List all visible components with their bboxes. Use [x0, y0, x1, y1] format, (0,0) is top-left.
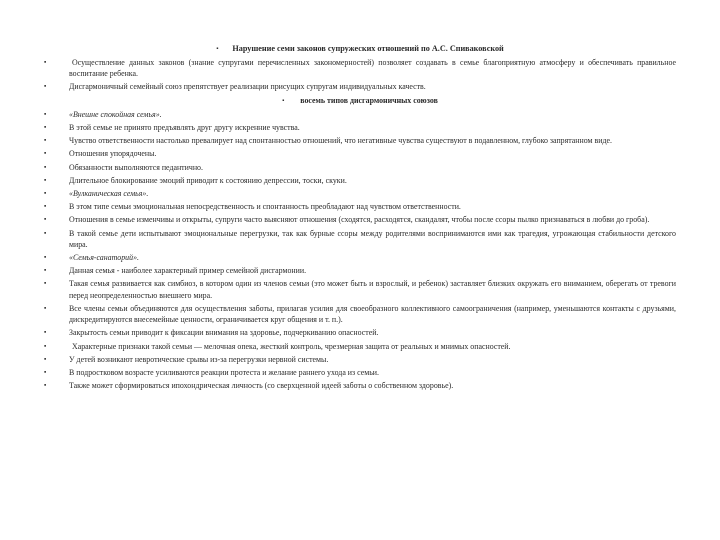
- list-item: [0, 354, 720, 365]
- bullet-icon: ▪: [44, 329, 47, 337]
- list-item: [0, 278, 720, 301]
- bullet-list: [0, 57, 720, 393]
- list-item: [0, 81, 720, 92]
- subheading-text: восемь типов дисгармоничных союзов: [300, 95, 438, 105]
- list-item: [0, 188, 720, 199]
- bullet-icon: ▪: [44, 150, 47, 158]
- list-item-text: В этом типе семьи эмоциональная непосредственность и спонтанность преобладают над чувством ответственности.: [69, 202, 461, 212]
- bullet-icon: ▪: [44, 189, 47, 197]
- list-item-text: Чувство ответственности настолько превалирует над спонтанностью отношений, что негативные чувства существуют в подавленном, глубоко запрятанном виде.: [69, 136, 612, 146]
- title-text: Нарушение семи законов супружеских отношений по А.С. Спиваковской: [232, 44, 504, 53]
- list-item: [0, 201, 720, 212]
- bullet-icon: ▪: [44, 203, 47, 211]
- list-item: [0, 252, 720, 263]
- bullet-icon: ▪: [44, 280, 47, 288]
- list-item: [0, 148, 720, 159]
- list-item-text: Также может сформироваться ипохондрическая личность (со сверхценной идеей заботы о собственном здоровье).: [69, 381, 454, 391]
- bullet-icon: ▪: [44, 355, 47, 363]
- list-item-text: Такая семья развивается как симбиоз, в котором один из членов семьи (это может быть и взрослый, и ребенок) заставляет близких окружать его вниманием, оберегать от тревоги перед неопределенностью внешнего мира.: [69, 279, 676, 300]
- list-item-text: «Вулканическая семья».: [69, 188, 149, 198]
- bullet-icon: ▪: [44, 368, 47, 376]
- list-item-text: Длительное блокирование эмоций приводит к состоянию депрессии, тоски, скуки.: [69, 175, 347, 185]
- bullet-icon: ▪: [44, 216, 47, 224]
- list-item: [0, 265, 720, 276]
- list-item: [0, 162, 720, 173]
- list-item: [0, 57, 720, 80]
- list-item-text: Дисгармоничный семейный союз препятствует реализации присущих супругам индивидуальных качеств.: [69, 82, 426, 92]
- bullet-icon: ▪: [44, 163, 47, 171]
- list-item: [0, 303, 720, 326]
- bullet-icon: ▪: [44, 229, 47, 237]
- list-item: [0, 228, 720, 251]
- list-item-text: Отношения упорядочены.: [69, 149, 157, 159]
- list-item-text: Обязанности выполняются педантично.: [69, 162, 203, 172]
- slide-title: [0, 43, 720, 55]
- list-item: [0, 175, 720, 186]
- list-item: [0, 214, 720, 225]
- list-item-text: В подростковом возрасте усиливаются реакции протеста и желание раннего ухода из семьи.: [69, 367, 379, 377]
- bullet-icon: ▪: [44, 342, 47, 350]
- bullet-icon: ▪: [44, 137, 47, 145]
- section-subheading: [0, 95, 720, 107]
- bullet-icon: ▪: [44, 124, 47, 132]
- title-bullet-icon: ▪: [216, 46, 219, 52]
- bullet-icon: ▪: [44, 267, 47, 275]
- list-item-text: В такой семье дети испытывают эмоциональные перегрузки, так как бурные ссоры между родителями воспринимаются ими как трагедия, угрожающая стабильности детского мира.: [69, 228, 676, 249]
- list-item-text: У детей возникают невротические срывы из-за перегрузки нервной системы.: [69, 354, 329, 364]
- bullet-icon: ▪: [44, 254, 47, 262]
- list-item: [0, 341, 720, 352]
- list-item: [0, 109, 720, 120]
- list-item: [0, 135, 720, 146]
- list-item-text: Характерные признаки такой семьи — мелочная опека, жесткий контроль, чрезмерная защита от реальных и мнимых опасностей.: [72, 341, 511, 351]
- list-item-text: Закрытость семьи приводит к фиксации внимания на здоровье, подчеркиванию опасностей.: [69, 328, 379, 338]
- list-item-text: Все члены семьи объединяются для осуществления заботы, прилагая усилия для своеобразного коллективного самоограничения (например, уменьшаются контакты с друзьями, дискредитируются внесемейные ценности, ограничивается круг общения и т. п.).: [69, 303, 676, 325]
- subheading-bullet-icon: ▪: [282, 97, 285, 104]
- list-item: [0, 122, 720, 133]
- list-item-text: Осуществление данных законов (знание супругами перечисленных закономерностей) позволяет создавать в семье благоприятную атмосферу и обеспечивать правильное воспитание ребенка.: [69, 58, 676, 79]
- bullet-icon: ▪: [44, 176, 47, 184]
- list-item: [0, 367, 720, 378]
- list-item-text: В этой семье не принято предъявлять друг другу искренние чувства.: [69, 123, 300, 133]
- list-item-text: Отношения в семье изменчивы и открыты, супруги часто выясняют отношения (сходятся, расходятся, скандалят, чтобы после ссоры пылко признаваться в любви до гроба).: [69, 215, 650, 225]
- list-item: [0, 327, 720, 338]
- bullet-icon: ▪: [44, 110, 47, 118]
- bullet-icon: ▪: [44, 304, 47, 312]
- bullet-icon: ▪: [44, 83, 47, 91]
- list-item: [0, 380, 720, 391]
- bullet-icon: ▪: [44, 382, 47, 390]
- bullet-icon: ▪: [44, 59, 47, 66]
- list-item-text: Данная семья - наиболее характерный пример семейной дисгармонии.: [69, 266, 307, 276]
- list-item-text: «Семья-санаторий».: [69, 253, 139, 263]
- list-item-text: «Внешне спокойная семья».: [69, 109, 162, 119]
